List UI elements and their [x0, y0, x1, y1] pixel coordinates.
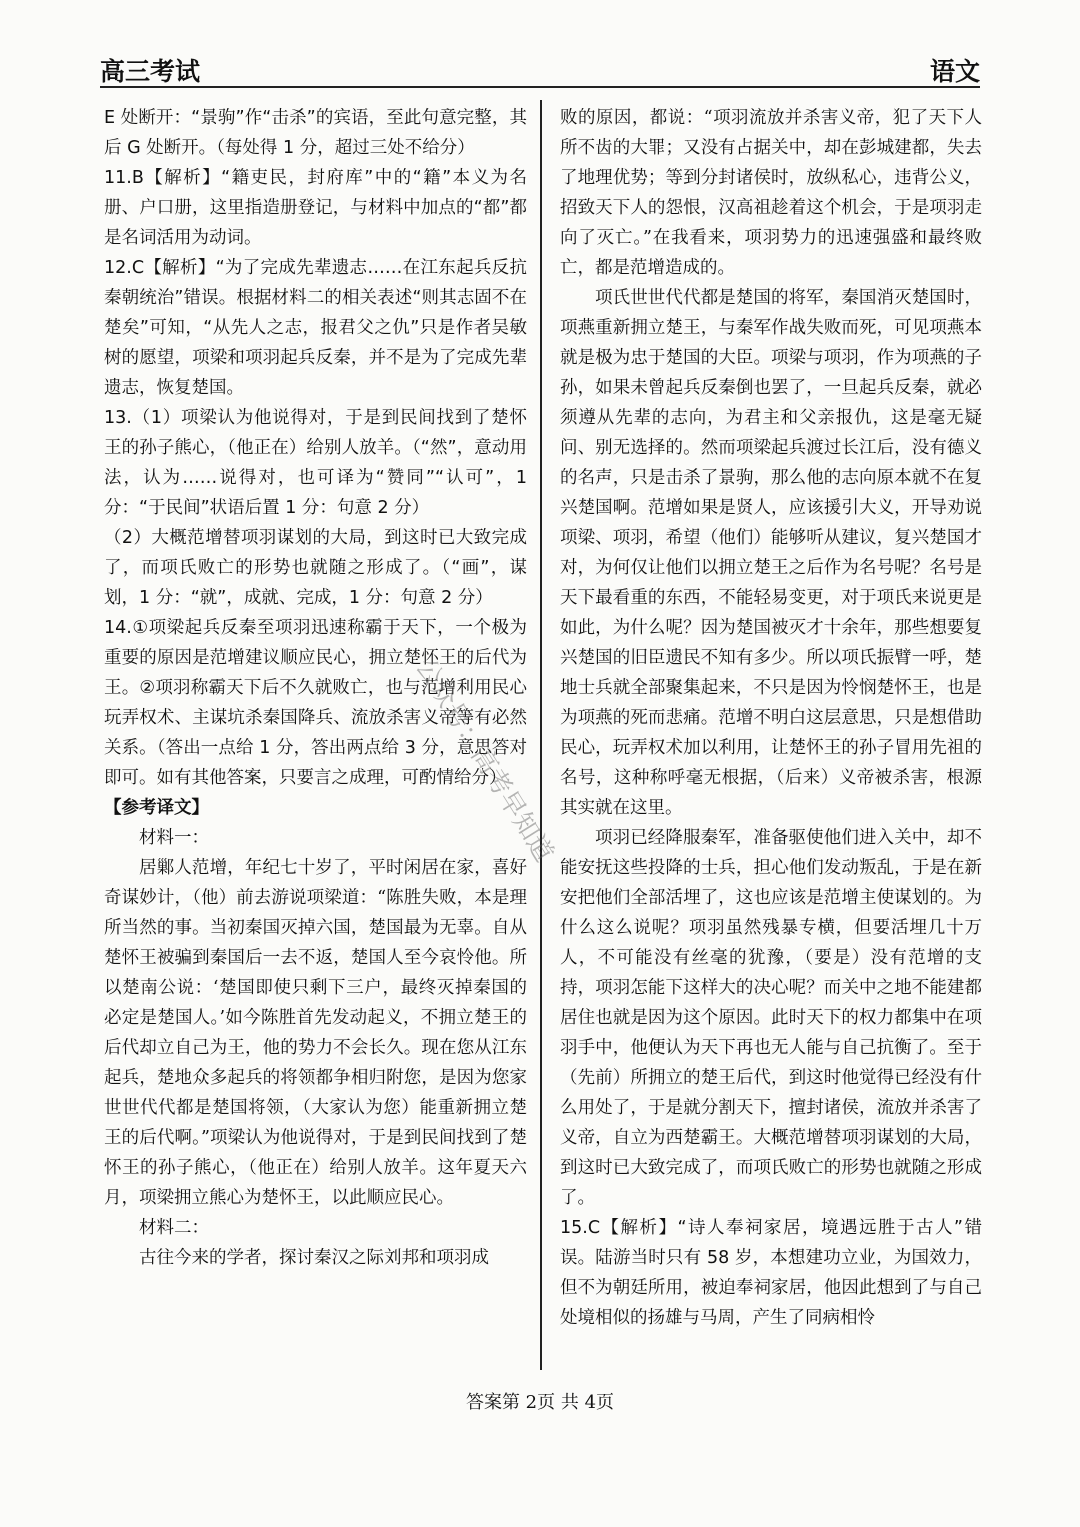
paragraph: 13.（1）项梁认为他说得对，于是到民间找到了楚怀王的孙子熊心，（他正在）给别人放羊。（“然”，意动用法，认为……说得对，也可译为“赞同”“认可”，1 分：“于民间”状语后置 1 分：句意 2 分）: [104, 408, 527, 518]
column-divider: [540, 100, 542, 1370]
page-footer: 答案第 2页 共 4页: [465, 1392, 615, 1413]
paragraph: 材料二：: [139, 1218, 209, 1238]
paragraph: 项羽已经降服秦军，准备驱使他们进入关中，却不能安抚这些投降的士兵，担心他们发动叛乱，于是在新安把他们全部活埋了，这也应该是范增主使谋划的。为什么这么说呢？项羽虽然残暴专横，但要活埋几十万人，不可能没有丝毫的犹豫，（要是）没有范增的支持，项羽怎能下这样大的决心呢？而关中之地不能建都居住也就是因为这个原因。此时天下的权力都集中在项羽手中，他便认为天下再也无人能与自己抗衡了。至于（先前）所拥立的楚王后代，到这时他觉得已经没有什么用处了，于是就分割天下，擅封诸侯，流放并杀害了义帝，自立为西楚霸王。大概范增替项羽谋划的大局，到这时已大致完成了，而项氏败亡的形势也就随之形成了。: [560, 828, 982, 1208]
paragraph: 12.C【解析】“为了完成先辈遗志……在江东起兵反抗秦朝统治”错误。根据材料二的相关表述“则其志固不在楚矣”可知，“从先人之志，报君父之仇”只是作者吴敏树的愿望，项梁和项羽起兵反秦，并不是为了完成先辈遗志，恢复楚国。: [104, 258, 527, 398]
subject-title: 语文: [929, 57, 980, 86]
paragraph: 15.C【解析】“诗人奉祠家居，境遇远胜于古人”错误。陆游当时只有 58 岁，本想建功立业，为国效力，但不为朝廷所用，被迫奉祠家居，他因此想到了与自己处境相似的扬雄与马周，产生了同病相怜: [560, 1218, 982, 1328]
paragraph: 古往今来的学者，探讨秦汉之际刘邦和项羽成: [139, 1248, 489, 1268]
paragraph: （2）大概范增替项羽谋划的大局，到这时已大致完成了，而项氏败亡的形势也就随之形成了。（“画”，谋划，1 分：“就”，成就、完成，1 分：句意 2 分）: [104, 528, 527, 608]
paragraph: 项氏世世代代都是楚国的将军，秦国消灭楚国时，项燕重新拥立楚王，与秦军作战失败而死，可见项燕本就是极为忠于楚国的大臣。项梁与项羽，作为项燕的子孙，如果未曾起兵反秦倒也罢了，一旦起兵反秦，就必须遵从先辈的志向，为君主和父亲报仇，这是毫无疑问、别无选择的。然而项梁起兵渡过长江后，没有德义的名声，只是击杀了景驹，那么他的志向原本就不在复兴楚国啊。范增如果是贤人，应该援引大义，开导劝说项梁、项羽，希望（他们）能够听从建议，复兴楚国才对，为何仅让他们以拥立楚王之后作为名号呢？名号是天下最看重的东西，不能轻易变更，对于项氏来说更是如此，为什么呢？因为楚国被灭才十余年，那些想要复兴楚国的旧臣遗民不知有多少。所以项氏振臂一呼，楚地士兵就全部聚集起来，不只是因为怜悯楚怀王，也是为项燕的死而悲痛。范增不明白这层意思，只是想借助民心，玩弄权术加以利用，让楚怀王的孙子冒用先祖的名号，这种称呼毫无根据，（后来）义帝被杀害，根源其实就在这里。: [560, 288, 982, 818]
paragraph: 【参考译文】: [104, 798, 209, 818]
paragraph: 居鄛人范增，年纪七十岁了，平时闲居在家，喜好奇谋妙计，（他）前去游说项梁道：“陈胜失败，本是理所当然的事。当初秦国灭掉六国，楚国最为无辜。自从楚怀王被骗到秦国后一去不返，楚国人至今哀怜他。所以楚南公说：‘楚国即使只剩下三户，最终灭掉秦国的必定是楚国人。’如今陈胜首先发动起义，不拥立楚王的后代却立自己为王，他的势力不会长久。现在您从江东起兵，楚地众多起兵的将领都争相归附您，是因为您家世世代代都是楚国将领，（大家认为您）能重新拥立楚王的后代啊。”项梁认为他说得对，于是到民间找到了楚怀王的孙子熊心，（他正在）给别人放羊。这年夏天六月，项梁拥立熊心为楚怀王，以此顺应民心。: [104, 858, 527, 1208]
watermark: 公众号：高考早知道: [409, 653, 559, 868]
paragraph: 14.①项梁起兵反秦至项羽迅速称霸于天下，一个极为重要的原因是范增建议顺应民心，拥立楚怀王的后代为王。②项羽称霸天下后不久就败亡，也与范增利用民心玩弄权术、主谋坑杀秦国降兵、流放杀害义帝等有必然关系。（答出一点给 1 分，答出两点给 3 分，意思答对即可。如有其他答案，只要言之成理，可酌情给分）: [104, 618, 527, 788]
right-column: [560, 103, 982, 1333]
paragraph: 败的原因，都说：“项羽流放并杀害义帝，犯了天下人所不齿的大罪；又没有占据关中，却在彭城建都，失去了地理优势；等到分封诸侯时，放纵私心，违背公义，招致天下人的怨恨，汉高祖趁着这个机会，于是项羽走向了灭亡。”在我看来，项羽势力的迅速强盛和最终败亡，都是范增造成的。: [560, 108, 982, 278]
paragraph: 11.B【解析】“籍吏民，封府库”中的“籍”本义为名册、户口册，这里指造册登记，与材料中加点的“都”都是名词活用为动词。: [104, 168, 527, 248]
paragraph: E 处断开：“景驹”作“击杀”的宾语，至此句意完整，其后 G 处断开。（每处得 1 分，超过三处不给分）: [104, 108, 527, 158]
paragraph: 材料一：: [139, 828, 209, 848]
exam-title: 高三考试: [100, 57, 201, 86]
page-header: [100, 52, 980, 84]
header-rule: [100, 86, 980, 88]
